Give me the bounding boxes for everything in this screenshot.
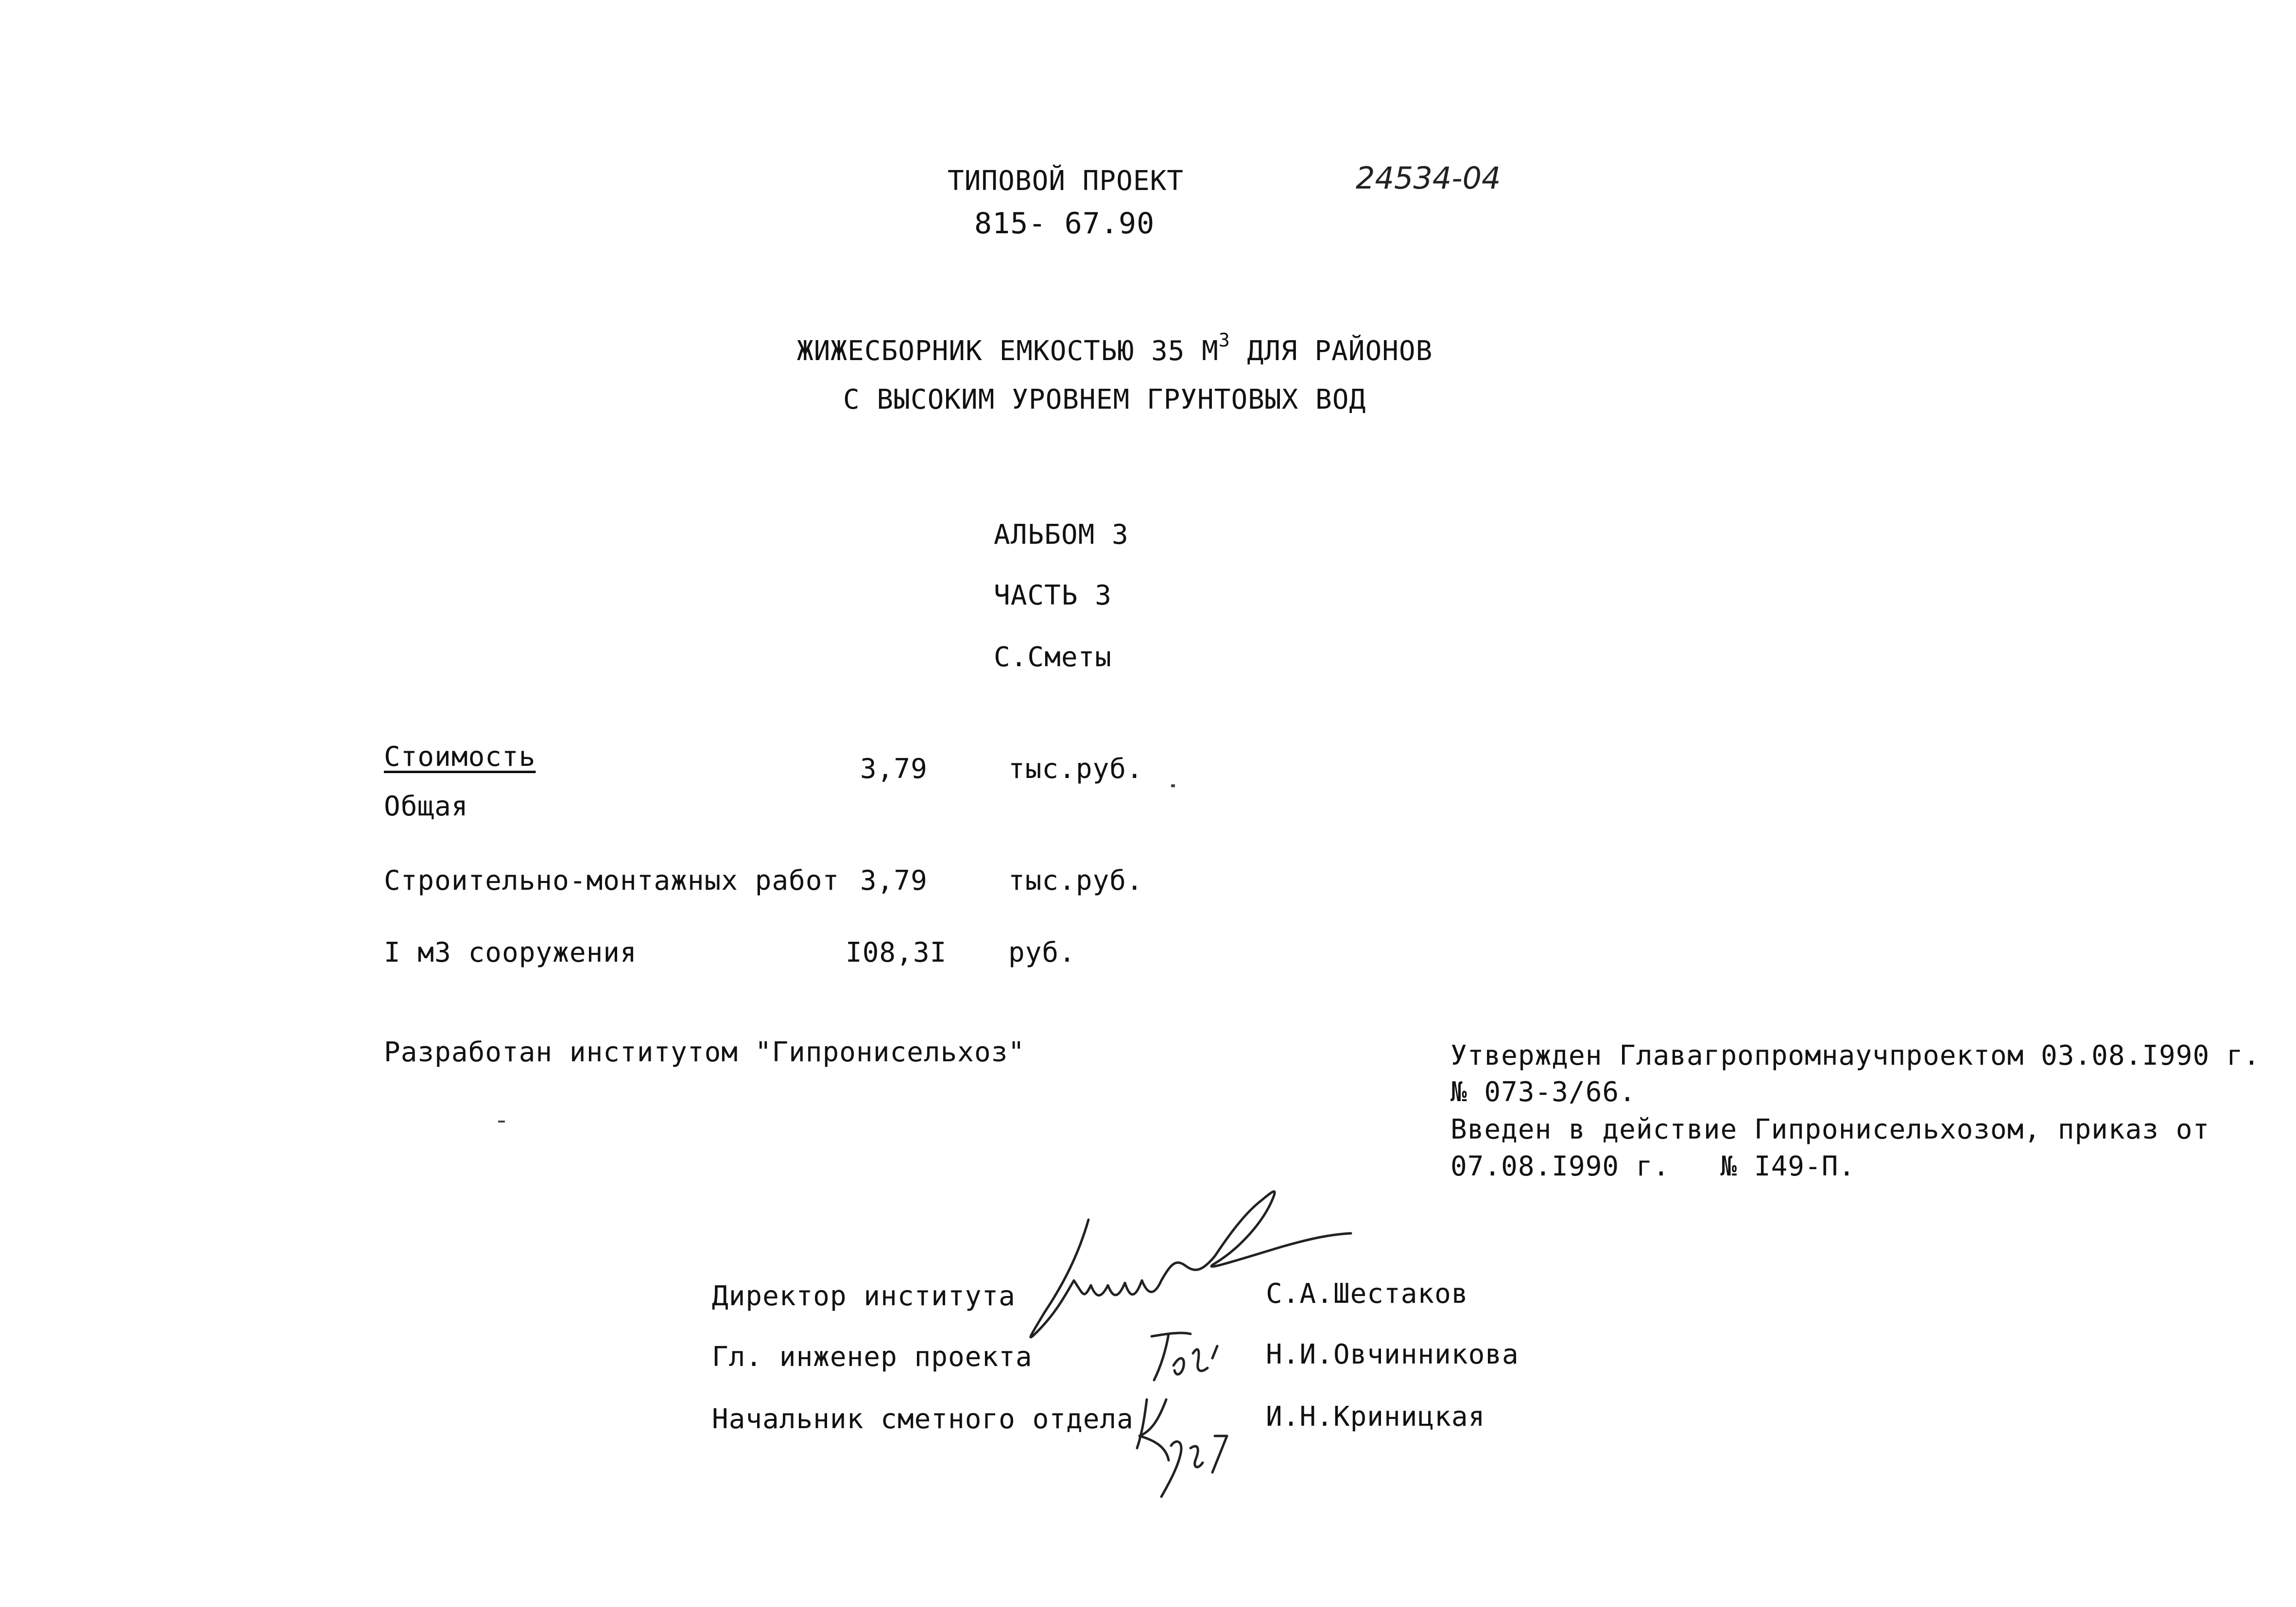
estimates-head-signature bbox=[1122, 1380, 1239, 1502]
developer-note: Разработан институтом "Гипронисельхоз" bbox=[384, 1037, 1025, 1068]
title-line-1-tail: ДЛЯ РАЙОНОВ bbox=[1230, 335, 1433, 367]
inventory-number: 24534-04 bbox=[1356, 160, 1501, 196]
title-line-1 bbox=[797, 329, 1433, 367]
section-label: С.Сметы bbox=[994, 641, 1112, 673]
cost-unit-per-m3: руб. bbox=[1008, 937, 1076, 968]
approval-line-1: Утвержден Главагропромнаучпроектом 03.08.I990 г. bbox=[1450, 1040, 2261, 1071]
cost-label-per-m3: I м3 сооружения bbox=[384, 937, 637, 968]
scan-speck bbox=[498, 1121, 505, 1123]
scan-speck bbox=[1171, 784, 1175, 787]
signature-name-estimates-head: И.Н.Криницкая bbox=[1266, 1401, 1485, 1433]
signature-role-estimates-head: Начальник сметного отдела bbox=[712, 1403, 1134, 1435]
cost-value-construction: 3,79 bbox=[860, 865, 928, 897]
cost-heading: Стоимость bbox=[384, 741, 536, 773]
title-line-2: С ВЫСОКИМ УРОВНЕМ ГРУНТОВЫХ ВОД bbox=[843, 384, 1366, 415]
title-superscript: 3 bbox=[1218, 329, 1230, 351]
part-label: ЧАСТЬ 3 bbox=[994, 580, 1112, 611]
album-label: АЛЬБОМ 3 bbox=[994, 519, 1129, 551]
cost-value-total: 3,79 bbox=[860, 753, 928, 785]
signature-name-director: С.А.Шестаков bbox=[1266, 1278, 1468, 1310]
document-type-label: ТИПОВОЙ ПРОЕКТ bbox=[948, 165, 1184, 197]
cost-label-total: Общая bbox=[384, 791, 468, 822]
signature-role-chief-engineer: Гл. инженер проекта bbox=[712, 1341, 1033, 1373]
project-code: 815- 67.90 bbox=[974, 207, 1155, 241]
approval-line-2: № 073-3/66. bbox=[1450, 1076, 1636, 1108]
approval-line-3: Введен в действие Гипронисельхозом, приказ от bbox=[1450, 1114, 2210, 1145]
signature-role-director: Директор института bbox=[712, 1280, 1016, 1312]
approval-line-4: 07.08.I990 г. № I49-П. bbox=[1450, 1151, 1856, 1182]
signature-name-chief-engineer: Н.И.Овчинникова bbox=[1266, 1339, 1519, 1370]
cost-value-per-m3: I08,3I bbox=[846, 937, 947, 968]
title-line-1-main: ЖИЖЕСБОРНИК ЕМКОСТЬЮ 35 М bbox=[797, 335, 1219, 367]
cost-unit-construction: тыс.руб. bbox=[1008, 865, 1143, 897]
cost-label-construction: Строительно-монтажных работ bbox=[384, 865, 840, 897]
cost-unit-total: тыс.руб. bbox=[1008, 753, 1143, 785]
